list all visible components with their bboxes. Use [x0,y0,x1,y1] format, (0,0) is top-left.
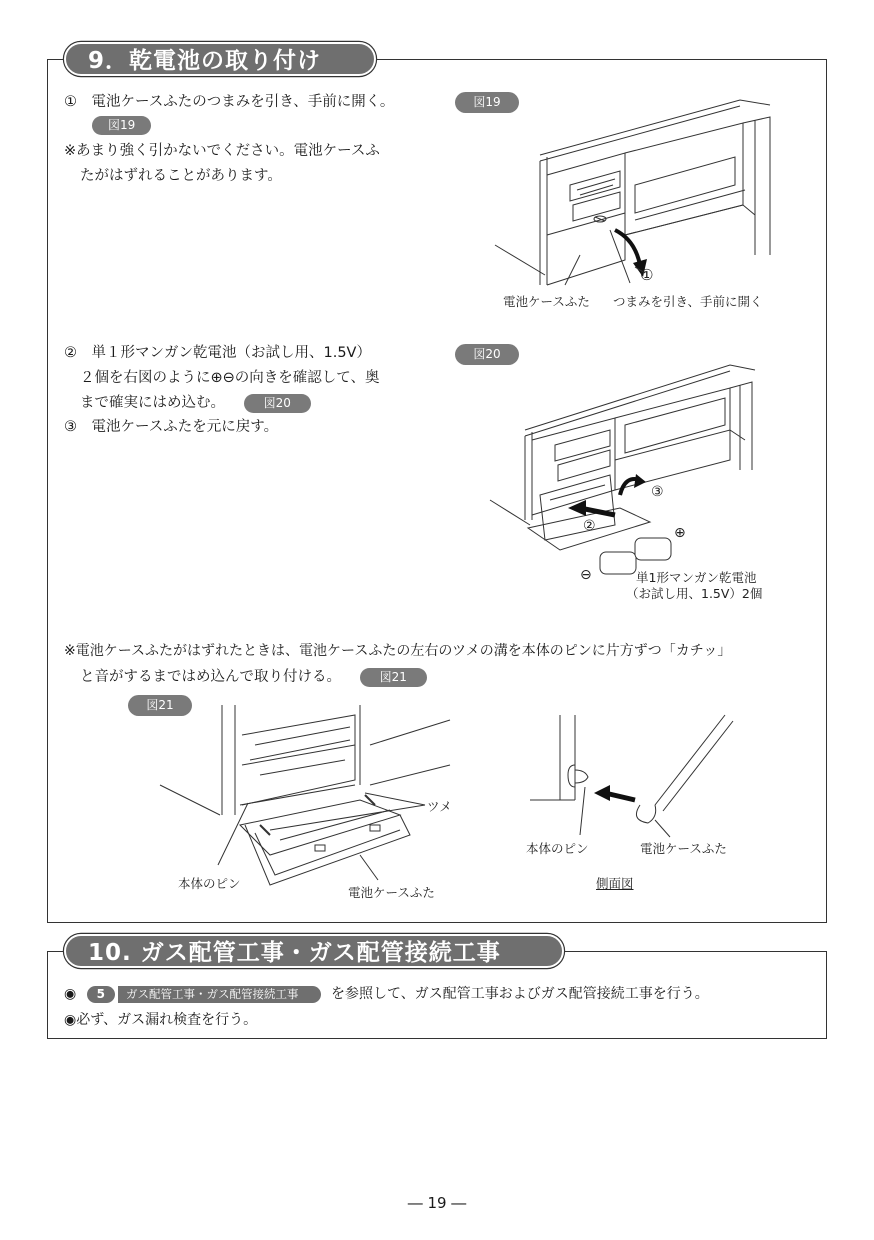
step-2-line-3-text: まで確実にはめ込む。 [80,395,225,411]
section-10-bullet-2: ◉必ず、ガス漏れ検査を行う。 [64,1012,258,1028]
fig19-ref-pill: 図19 [92,116,151,135]
fig19-label-knob: つまみを引き、手前に開く [613,294,763,309]
step-2-line-1: ② 単１形マンガン乾電池（お試し用、1.5V） [64,345,371,361]
note-2-line-2 [80,664,427,690]
fig21-label-claw: ツメ [427,799,452,814]
section-10-bullet-1 [64,981,709,1007]
note-1-line-1: ※あまり強く引かないでください。電池ケースふ [64,143,380,159]
step-1-figure-ref [92,115,151,135]
step-1-text [64,89,394,115]
fig20-ref-pill: 図20 [244,394,311,413]
fig21-label-cover-right: 電池ケースふた [640,841,727,856]
note-2-line-1: ※電池ケースふたがはずれたときは、電池ケースふたの左右のツメの溝を本体のピンに片方ずつ「カチッ」 [64,643,732,659]
fig19-illustration [485,95,785,295]
note-1-line-2: たがはずれることがあります。 [80,168,282,184]
fig21-label-pin-right: 本体のピン [526,841,589,856]
step-3-line: ③ 電池ケースふたを元に戻す。 [64,419,279,435]
fig21-ref-pill: 図21 [360,668,427,687]
fig19-pill: 図19 [455,92,519,113]
fig20-battery-line-1: 単1形マンガン乾電池 [636,570,757,585]
fig19-label-cover: 電池ケースふた [503,294,590,309]
fig21-label-pin-left: 本体のピン [178,876,241,891]
step-1-line: ① 電池ケースふたのつまみを引き、手前に開く。 [64,94,395,110]
step-2-line-3 [80,390,311,416]
section-10-title: 10. ガス配管工事・ガス配管接続工事 [64,934,564,968]
fig21-side-view-illustration [530,705,790,845]
fig19-mark-1: ① [640,266,654,284]
fig20-battery-line-2: （お試し用、1.5V）2個 [626,586,763,601]
ref-section-title: ガス配管工事・ガス配管接続工事 [118,986,321,1003]
bullet-1-text: を参照して、ガス配管工事およびガス配管接続工事を行う。 [330,986,709,1002]
page-number: ― 19 ― [407,1194,467,1212]
fig20-mark-3: ③ [651,484,664,500]
section-9-title: 9．乾電池の取り付け [64,42,376,76]
fig20-plus: ⊕ [674,525,686,541]
fig20-illustration [490,350,780,590]
fig20-pill: 図20 [455,344,519,365]
fig21-label-cover-left: 電池ケースふた [348,885,435,900]
fig20-minus: ⊖ [580,567,592,583]
fig21-label-side-view: 側面図 [596,876,634,891]
fig21-left-illustration [160,705,470,895]
step-2-line-2: ２個を右図のように⊕⊖の向きを確認して、奥 [80,370,380,386]
bullet-1-mark: ◉ [64,986,77,1002]
fig21-pill: 図21 [128,695,192,716]
note-2-line-2-text: と音がするまではめ込んで取り付ける。 [80,669,341,685]
fig20-mark-2: ② [583,518,596,534]
ref-section-number: 5 [87,986,115,1003]
